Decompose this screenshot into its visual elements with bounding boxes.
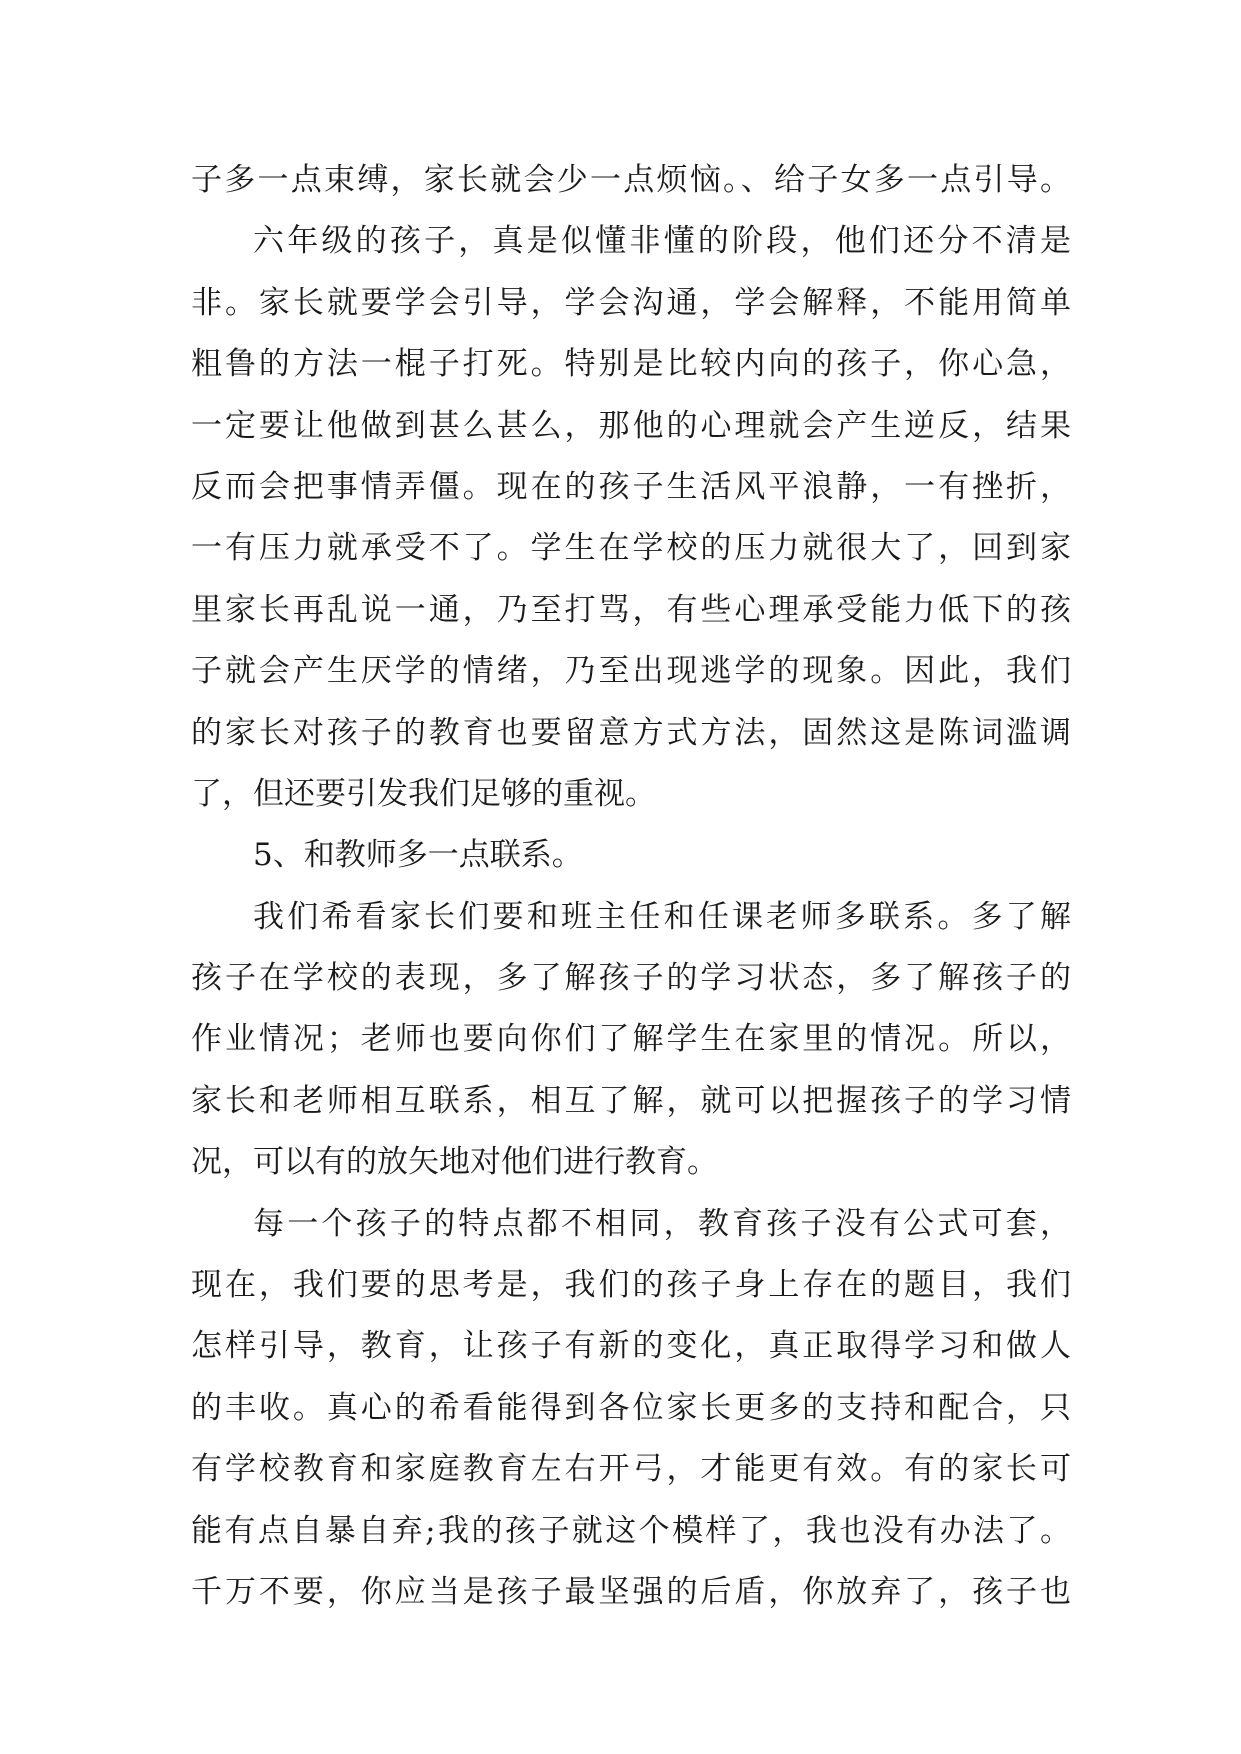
text-line: 六年级的孩子，真是似懂非懂的阶段，他们还分不清是 (253, 223, 1071, 260)
text-line: 千万不要，你应当是孩子最坚强的后盾，你放弃了，孩子也 (191, 1573, 1071, 1610)
text-line: 作业情况；老师也要向你们了解学生在家里的情况。所以， (191, 1021, 1071, 1058)
text-line: 我们希看家长们要和班主任和任课老师多联系。多了解 (253, 898, 1071, 935)
paragraph-sixth-grade-children (191, 211, 1071, 825)
text-line: 现在，我们要的思考是，我们的孩子身上存在的题目，我们 (191, 1267, 1071, 1304)
text-line: 一有压力就承受不了。学生在学校的压力就很大了，回到家 (191, 530, 1071, 567)
text-line: 有学校教育和家庭教育左右开弓，才能更有效。有的家长可 (191, 1451, 1071, 1488)
paragraph-continuation (191, 150, 1071, 211)
text-line: 里家长再乱说一通，乃至打骂，有些心理承受能力低下的孩 (191, 591, 1071, 628)
text-line: 的家长对孩子的教育也要留意方式方法，固然这是陈词滥调 (191, 714, 1071, 751)
heading-line: 5、和教师多一点联系。 (253, 837, 583, 874)
text-line: 怎样引导，教育，让孩子有新的变化，真正取得学习和做人 (191, 1328, 1071, 1365)
text-line: 非。家长就要学会引导，学会沟通，学会解释，不能用简单 (191, 284, 1071, 321)
body-text (191, 150, 1071, 1623)
text-line: 一定要让他做到甚么甚么，那他的心理就会产生逆反，结果 (191, 407, 1071, 444)
text-line: 孩子在学校的表现，多了解孩子的学习状态，多了解孩子的 (191, 960, 1071, 997)
text-line: 反而会把事情弄僵。现在的孩子生活风平浪静，一有挫折， (191, 468, 1071, 505)
text-line: 的丰收。真心的希看能得到各位家长更多的支持和配合，只 (191, 1389, 1071, 1426)
text-line: 粗鲁的方法一棍子打死。特别是比较内向的孩子，你心急， (191, 346, 1071, 383)
text-line: 况，可以有的放矢地对他们进行教育。 (191, 1144, 718, 1181)
text-line: 了，但还要引发我们足够的重视。 (191, 775, 656, 812)
text-line: 子就会产生厌学的情绪，乃至出现逃学的现象。因此，我们 (191, 653, 1071, 690)
section-heading (191, 825, 1071, 886)
paragraph-contact-teachers (191, 887, 1071, 1194)
text-line: 子多一点束缚，家长就会少一点烦恼。、给子女多一点引导。 (191, 162, 1071, 198)
paragraph-each-child (191, 1194, 1071, 1624)
text-line: 能有点自暴自弃;我的孩子就这个模样了，我也没有办法了。 (191, 1512, 1071, 1549)
text-line: 家长和老师相互联系，相互了解，就可以把握孩子的学习情 (191, 1082, 1071, 1119)
text-line: 每一个孩子的特点都不相同，教育孩子没有公式可套， (253, 1205, 1071, 1242)
